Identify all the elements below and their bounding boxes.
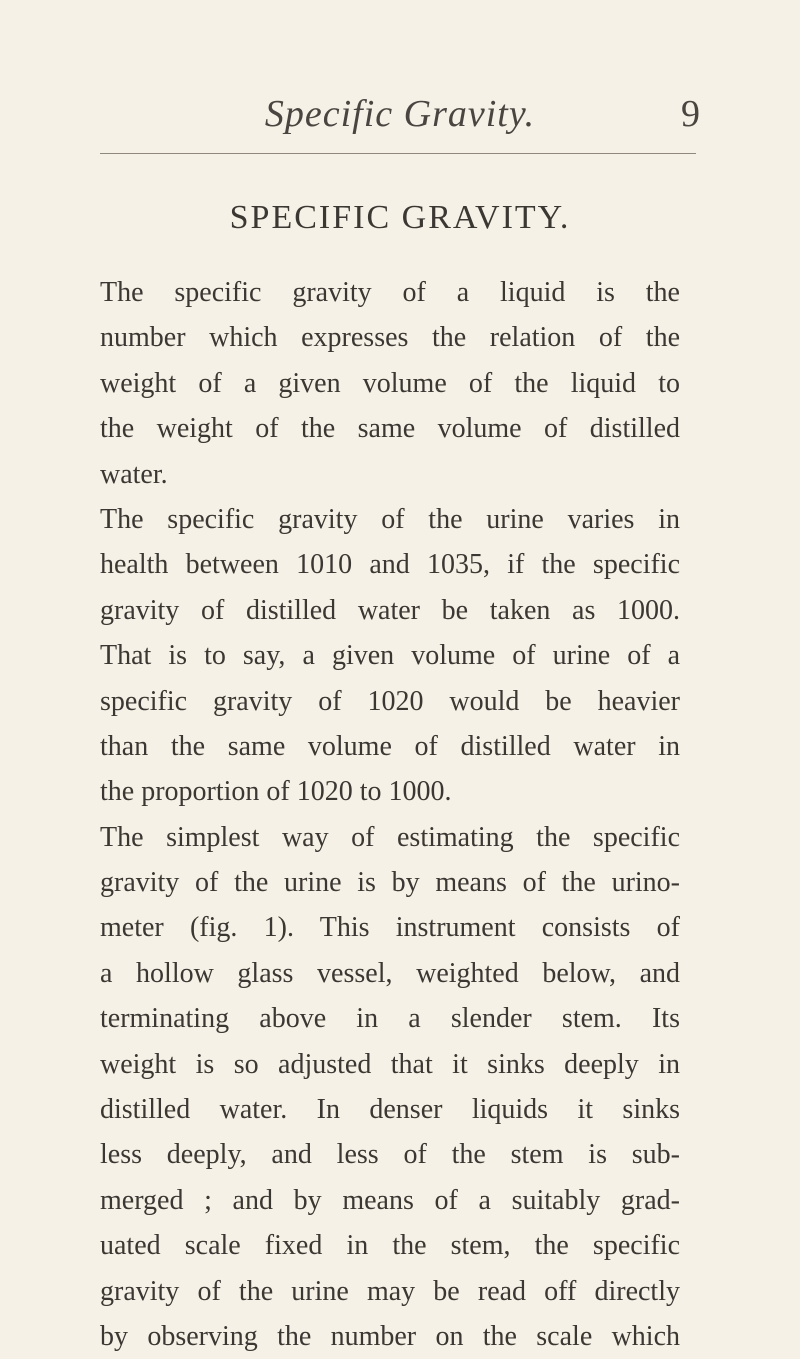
running-head — [100, 88, 700, 140]
paragraph-1 — [100, 270, 680, 497]
page-number: 9 — [681, 93, 700, 135]
body-text — [100, 270, 680, 1359]
text-line: gravity of the urine is by means of the urino- — [100, 867, 680, 899]
paragraph-2 — [100, 497, 680, 815]
text-line: The specific gravity of a liquid is the — [100, 277, 680, 308]
text-line: That is to say, a given volume of urine of a — [100, 640, 680, 672]
text-line: The simplest way of estimating the specific — [100, 821, 680, 853]
text-line: the proportion of 1020 to 1000. — [100, 776, 452, 808]
text-line: water. — [100, 458, 168, 490]
text-line: specific gravity of 1020 would be heavier — [100, 685, 680, 717]
paragraph-3 — [100, 815, 680, 1359]
text-line: a hollow glass vessel, weighted below, and — [100, 957, 680, 989]
text-line: The specific gravity of the urine varies in — [100, 503, 680, 535]
text-line: gravity of the urine may be read off directly — [100, 1275, 680, 1307]
text-line: health between 1010 and 1035, if the specific — [100, 549, 680, 581]
text-line: gravity of distilled water be taken as 1000. — [100, 594, 680, 626]
text-line: the weight of the same volume of distilled — [100, 413, 680, 445]
chapter-heading: SPECIFIC GRAVITY. — [229, 199, 571, 236]
text-line: meter (fig. 1). This instrument consists of — [100, 912, 680, 944]
text-line: number which expresses the relation of the — [100, 322, 680, 354]
text-line: terminating above in a slender stem. Its — [100, 1003, 680, 1035]
text-line: less deeply, and less of the stem is sub- — [100, 1139, 680, 1171]
text-line: weight is so adjusted that it sinks deeply in — [100, 1048, 680, 1080]
text-line: distilled water. In denser liquids it sinks — [100, 1094, 680, 1126]
text-line: uated scale fixed in the stem, the specific — [100, 1230, 680, 1262]
text-line: weight of a given volume of the liquid to — [100, 367, 680, 399]
running-title: Specific Gravity. — [264, 93, 536, 135]
text-line: than the same volume of distilled water in — [100, 730, 680, 762]
header-rule — [100, 153, 696, 154]
text-line: by observing the number on the scale which — [100, 1320, 680, 1352]
text-line: merged ; and by means of a suitably grad- — [100, 1184, 680, 1216]
